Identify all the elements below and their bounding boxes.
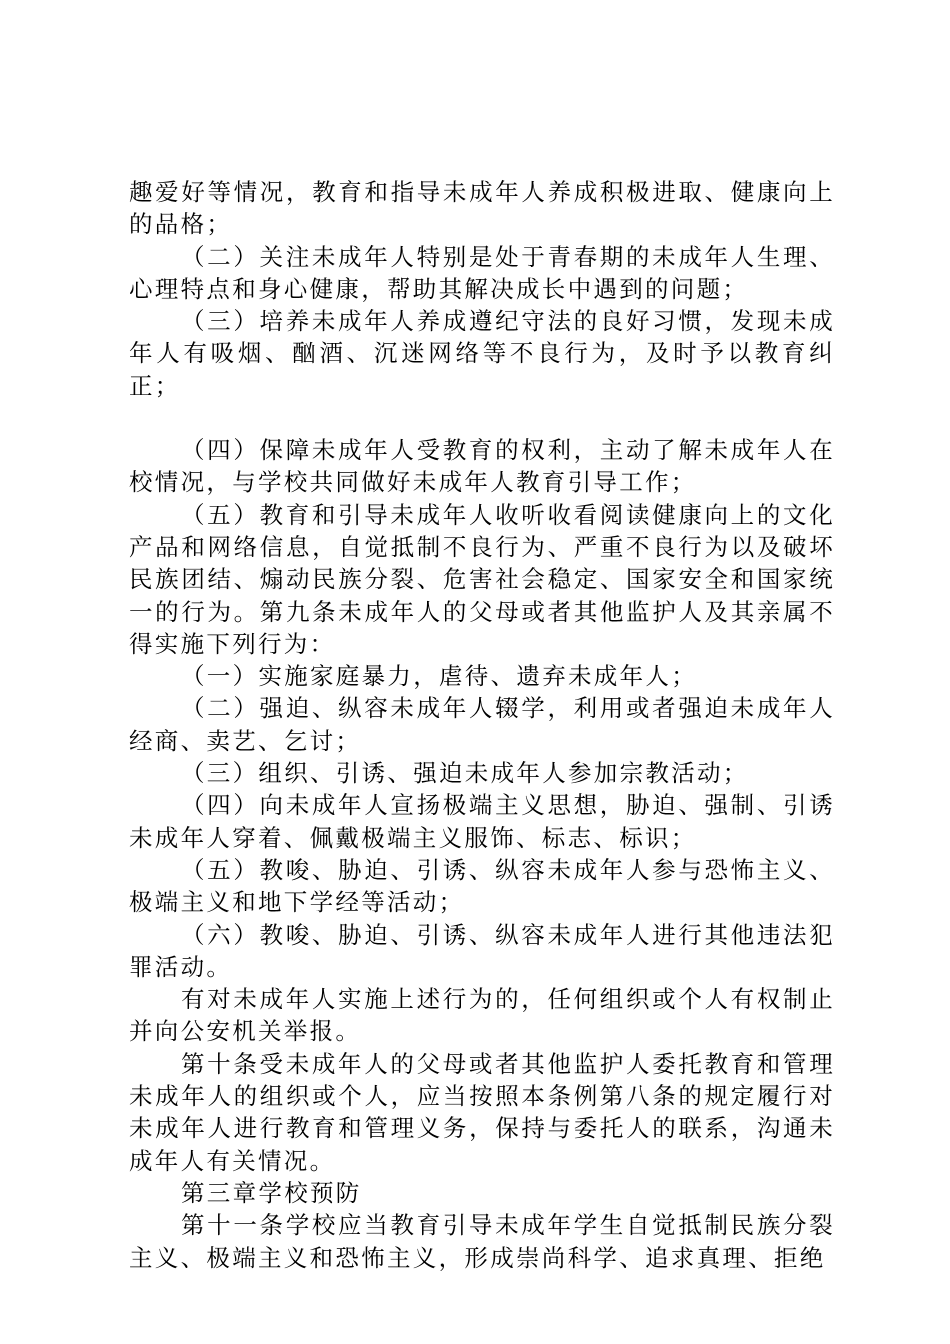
paragraph-report: 有对未成年人实施上述行为的，任何组织或个人有权制止并向公安机关举报。: [129, 985, 835, 1046]
paragraph-prohibited-5: （五）教唆、胁迫、引诱、纵容未成年人参与恐怖主义、极端主义和地下学经等活动；: [129, 855, 835, 917]
paragraph-prohibited-3: （三）组织、引诱、强迫未成年人参加宗教活动；: [181, 759, 749, 788]
paragraph-item-3: （三）培养未成年人养成遵纪守法的良好习惯，发现未成年人有吸烟、酗酒、沉迷网络等不良行为，及时予以教育纠正；: [129, 307, 835, 400]
paragraph-continuation: 趣爱好等情况，教育和指导未成年人养成积极进取、健康向上的品格；: [129, 178, 835, 239]
chapter-heading: 第三章学校预防: [181, 1178, 362, 1207]
paragraph-item-5: （五）教育和引导未成年人收听收看阅读健康向上的文化产品和网络信息，自觉抵制不良行为、严重不良行为以及破坏民族团结、煽动民族分裂、危害社会稳定、国家安全和国家统一的行为。第九条未成年人的父母或者其他监护人及其亲属不得实施下列行为：: [129, 500, 835, 658]
paragraph-prohibited-1: （一）实施家庭暴力，虐待、遗弃未成年人；: [181, 662, 697, 691]
paragraph-prohibited-4: （四）向未成年人宣扬极端主义思想，胁迫、强制、引诱未成年人穿着、佩戴极端主义服饰、标志、标识；: [129, 791, 835, 852]
paragraph-item-2: （二）关注未成年人特别是处于青春期的未成年人生理、心理特点和身心健康，帮助其解决成长中遇到的问题；: [129, 242, 835, 303]
document-body: [129, 176, 835, 1274]
paragraph-prohibited-6: （六）教唆、胁迫、引诱、纵容未成年人进行其他违法犯罪活动。: [129, 920, 835, 981]
paragraph-prohibited-2: （二）强迫、纵容未成年人辍学，利用或者强迫未成年人经商、卖艺、乞讨；: [129, 694, 835, 755]
paragraph-item-4: （四）保障未成年人受教育的权利，主动了解未成年人在校情况，与学校共同做好未成年人教育引导工作；: [129, 436, 835, 497]
paragraph-article-10: 第十条受未成年人的父母或者其他监护人委托教育和管理未成年人的组织或个人，应当按照本条例第八条的规定履行对未成年人进行教育和管理义务，保持与委托人的联系，沟通未成年人有关情况。: [129, 1049, 835, 1175]
paragraph-article-11: 第十一条学校应当教育引导未成年学生自觉抵制民族分裂主义、极端主义和恐怖主义，形成崇尚科学、追求真理、拒绝: [129, 1211, 835, 1272]
